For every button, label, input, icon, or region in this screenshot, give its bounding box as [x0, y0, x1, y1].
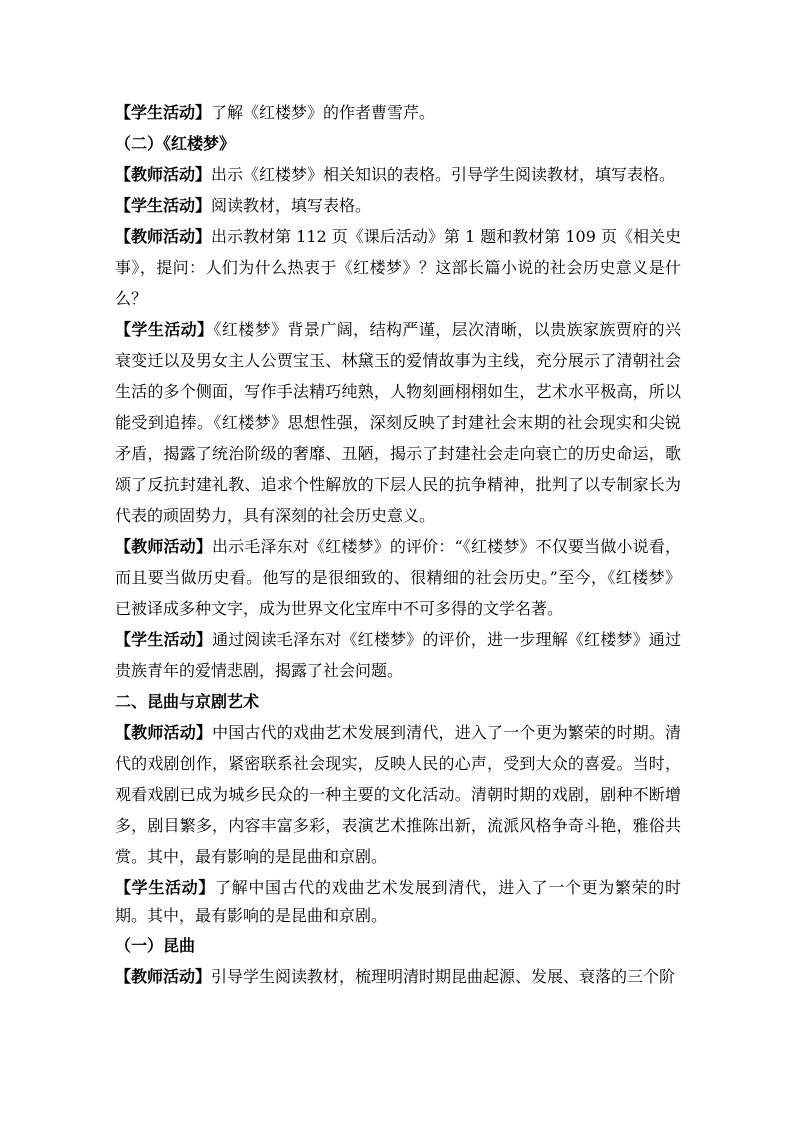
section-heading-hongloumeng: （二）《红楼梦》: [115, 134, 236, 153]
paragraph-text: 引导学生阅读教材，梳理明清时期昆曲起源、发展、衰落的三个阶: [211, 967, 676, 986]
paragraph-student-activity-1: [115, 97, 681, 128]
activity-label: 【教师活动】: [115, 723, 213, 742]
activity-label: 【教师活动】: [115, 227, 212, 246]
paragraph-text: 阅读教材，填写表格。: [211, 196, 372, 215]
paragraph-student-activity-5: [115, 874, 681, 930]
activity-label: 【教师活动】: [115, 165, 212, 184]
paragraph-student-activity-4: [115, 624, 681, 686]
paragraph-text: 出示《红楼梦》相关知识的表格。引导学生阅读教材，填写表格。: [211, 165, 676, 184]
paragraph-teacher-activity-2: [115, 221, 681, 314]
paragraph-text: 中国古代的戏曲艺术发展到清代，进入了一个更为繁荣的时期。清代的戏剧创作，紧密联系社会现实，反映人民的心声，受到大众的喜爱。当时，观看戏剧已成为城乡民众的一种主要的文化活动。清朝时期的戏剧，剧种不断增多，剧目繁多，内容丰富多彩，表演艺术推陈出新，流派风格争奇斗艳，雅俗共赏。其中，最有影响的是昆曲和京剧。: [115, 723, 681, 866]
paragraph-text: 《红楼梦》背景广阔，结构严谨，层次清晰，以贵族家族贾府的兴衰变迁以及男女主人公贾宝玉、林黛玉的爱情故事为主线，充分展示了清朝社会生活的多个侧面，写作手法精巧纯熟，人物刻画栩栩如生，艺术水平极高，所以能受到追捧。《红楼梦》思想性强，深刻反映了封建社会末期的社会现实和尖锐矛盾，揭露了统治阶级的奢靡、丑陋，揭示了封建社会走向衰亡的历史命运，歌颂了反抗封建礼教、追求个性解放的下层人民的抗争精神，批判了以专制家长为代表的顽固势力，具有深刻的社会历史意义。: [115, 320, 681, 525]
activity-label: 【学生活动】: [115, 320, 214, 339]
activity-label: 【学生活动】: [115, 630, 213, 649]
activity-label: 【学生活动】: [115, 196, 212, 215]
activity-label: 【教师活动】: [115, 537, 212, 556]
paragraph-text: 出示教材第 112 页《课后活动》第 1 题和教材第 109 页《相关史事》，提问：人们为什么热衷于《红楼梦》？这部长篇小说的社会历史意义是什么？: [115, 227, 681, 308]
section-heading-kunqu-jingju: 二、昆曲与京剧艺术: [115, 692, 260, 711]
activity-label: 【学生活动】: [115, 878, 215, 897]
paragraph-teacher-activity-4: [115, 717, 681, 872]
section-heading-kunqu: （一）昆曲: [115, 936, 196, 955]
paragraph-teacher-activity-1: [115, 159, 681, 190]
activity-label: 【教师活动】: [115, 967, 212, 986]
paragraph-student-activity-3: [115, 314, 681, 531]
paragraph-text: 了解中国古代的戏曲艺术发展到清代，进入了一个更为繁荣的时期。其中，最有影响的是昆曲和京剧。: [115, 878, 681, 925]
paragraph-teacher-activity-5: [115, 961, 681, 992]
paragraph-teacher-activity-3: [115, 531, 681, 624]
paragraph-text: 通过阅读毛泽东对《红楼梦》的评价，进一步理解《红楼梦》通过贵族青年的爱情悲剧，揭露了社会问题。: [115, 630, 681, 680]
paragraph-text: 了解《红楼梦》的作者曹雪芹。: [211, 103, 436, 122]
paragraph-text: 出示毛泽东对《红楼梦》的评价：“《红楼梦》不仅要当做小说看，而且要当做历史看。他写的是很细致的、很精细的社会历史。”至今，《红楼梦》已被译成多种文字，成为世界文化宝库中不可多得的文学名著。: [115, 537, 681, 618]
document-body: [115, 97, 681, 992]
paragraph-student-activity-2: [115, 190, 681, 221]
activity-label: 【学生活动】: [115, 103, 212, 122]
